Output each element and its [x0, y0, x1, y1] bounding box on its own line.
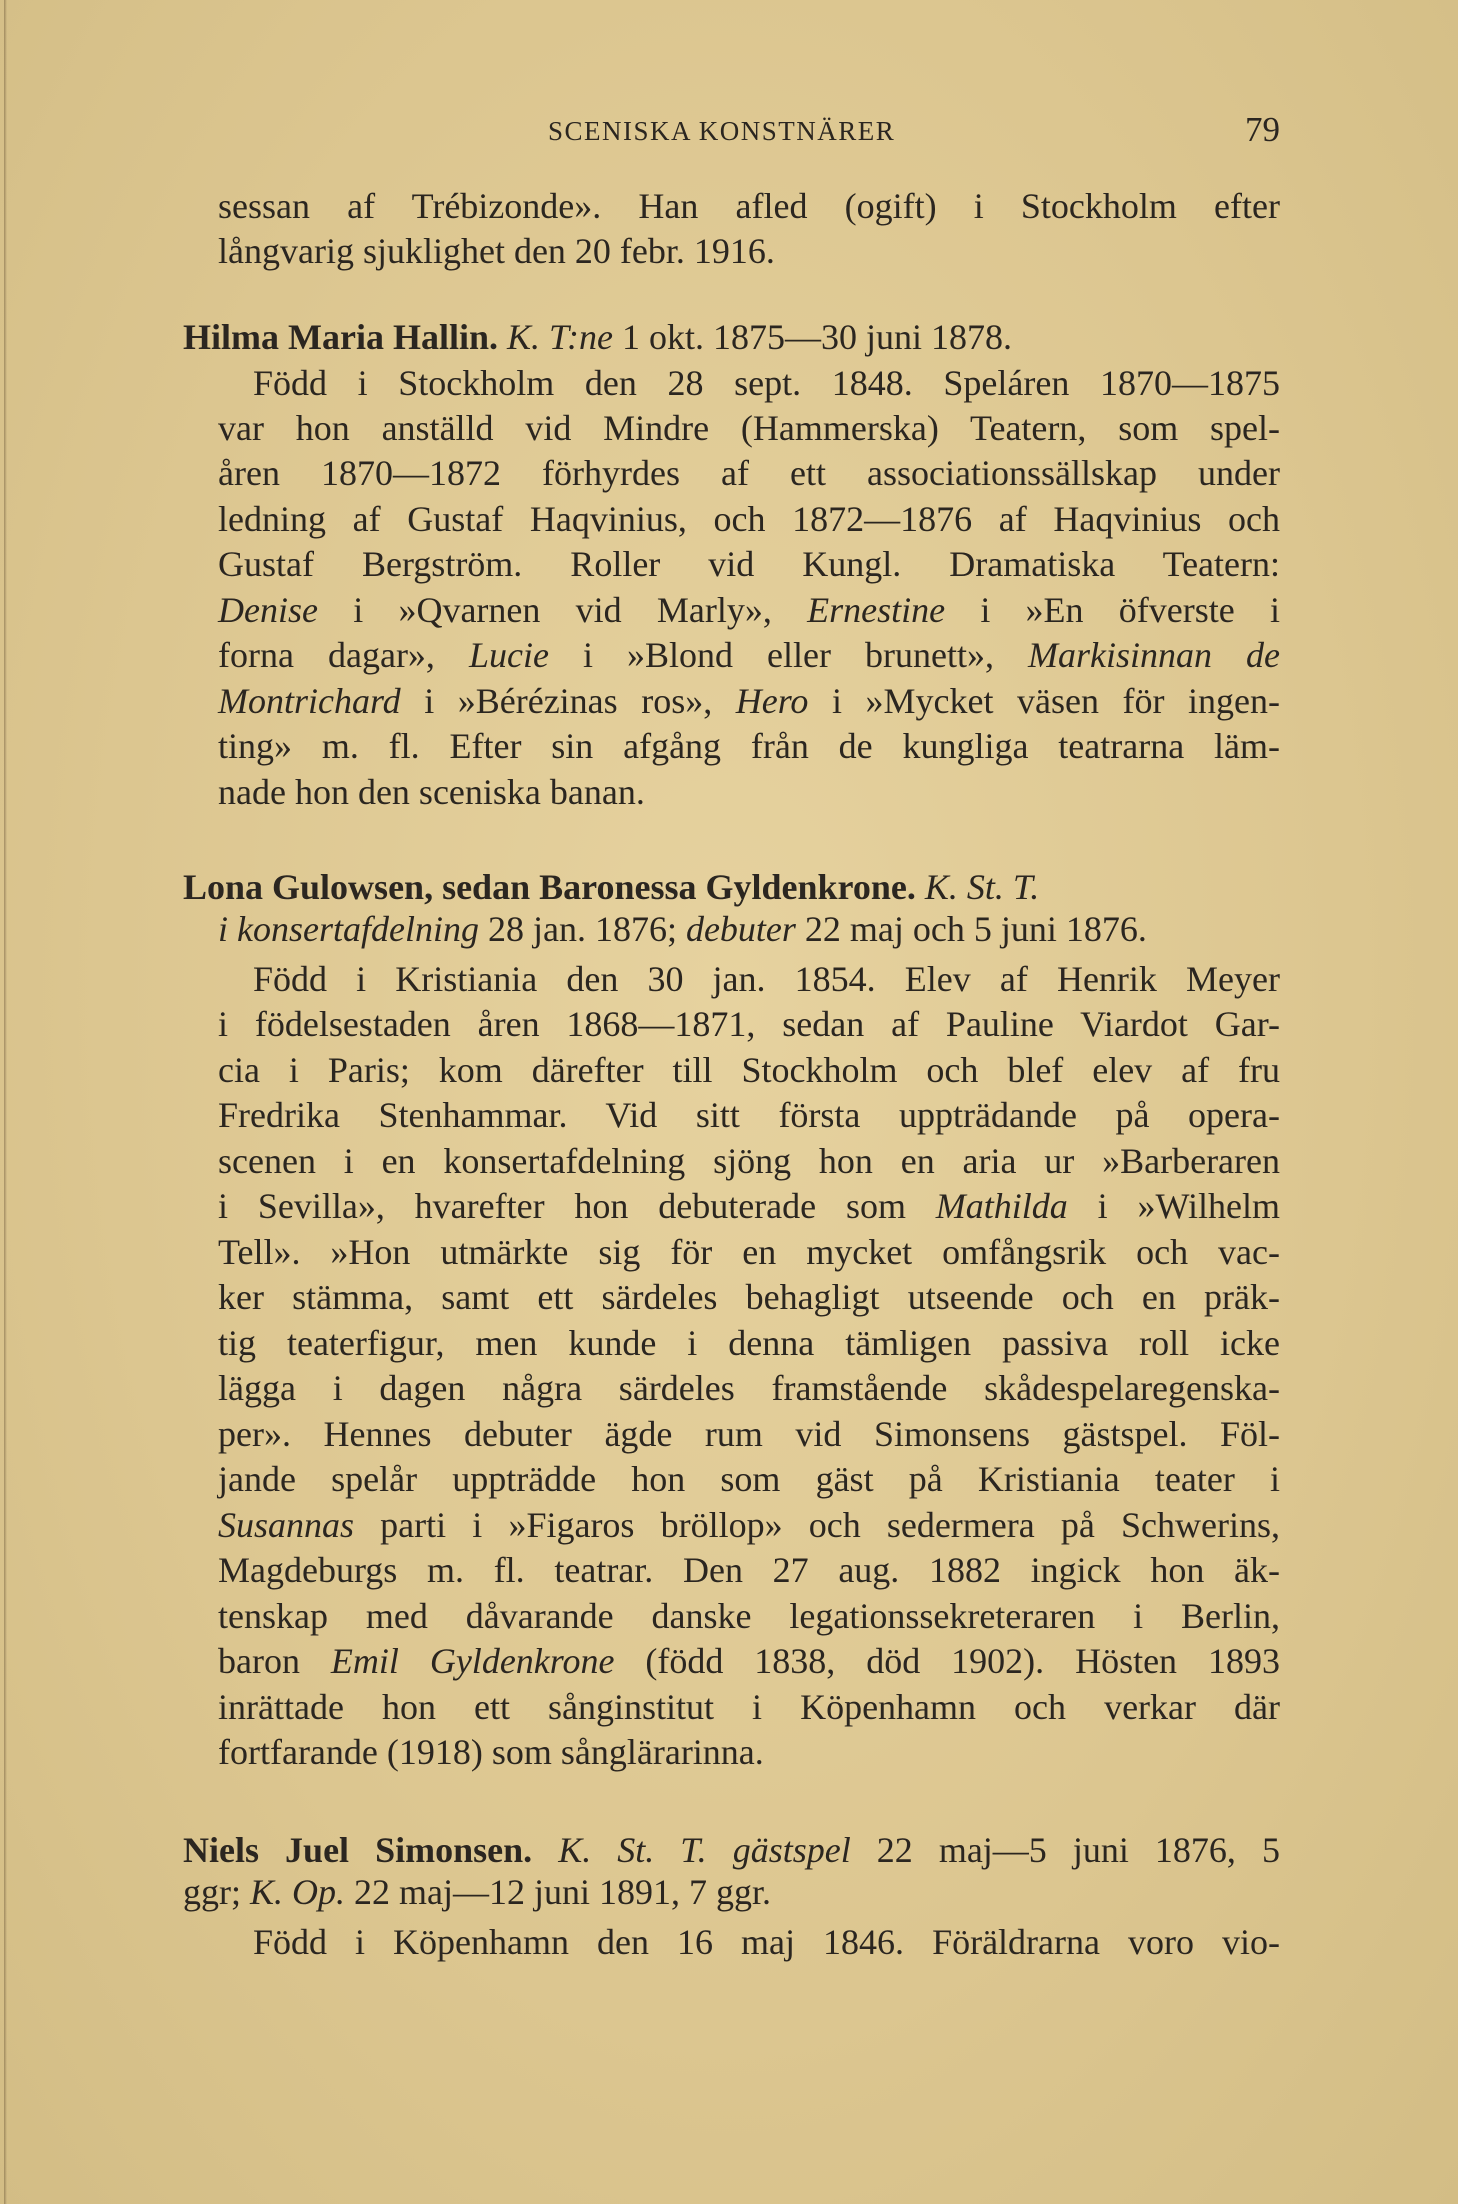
text-line: Gustaf Bergström. Roller vid Kungl. Dramatiska Teatern: [218, 544, 1280, 584]
text-line: Susannas parti i »Figaros bröllop» och sedermera på Schwerins, [218, 1505, 1280, 1545]
text-line: fortfarande (1918) som sånglärarinna. [218, 1732, 764, 1772]
text-line: inrättade hon ett sånginstitut i Köpenhamn och verkar där [218, 1687, 1280, 1727]
text-line: scenen i en konsertafdelning sjöng hon en aria ur »Barberaren [218, 1141, 1280, 1181]
entry-name: Niels Juel Simonsen. [183, 1830, 533, 1870]
text-line: var hon anställd vid Mindre (Hammerska) Teatern, som spel- [218, 408, 1280, 448]
text-line: ker stämma, samt ett särdeles behagligt utseende och en präk- [218, 1277, 1280, 1317]
text-line: tenskap med dåvarande danske legationssekreteraren i Berlin, [218, 1596, 1280, 1636]
text-line: Tell». »Hon utmärkte sig för en mycket omfångsrik och vac- [218, 1232, 1280, 1272]
text-line: tig teaterfigur, men kunde i denna tämligen passiva roll icke [218, 1323, 1280, 1363]
text-line: baron Emil Gyldenkrone (född 1838, död 1902). Hösten 1893 [218, 1641, 1280, 1681]
text-line: i Sevilla», hvarefter hon debuterade som Mathilda i »Wilhelm [218, 1186, 1280, 1226]
text-line: Fredrika Stenhammar. Vid sitt första uppträdande på opera- [218, 1095, 1280, 1135]
text-line: Denise i »Qvarnen vid Marly», Ernestine i »En öfverste i [218, 590, 1280, 630]
text-line: åren 1870—1872 förhyrdes af ett associationssällskap under [218, 453, 1280, 493]
entry-heading-cont: ggr; K. Op. 22 maj—12 juni 1891, 7 ggr. [183, 1872, 772, 1912]
running-head-title: SCENISKA KONSTNÄRER [548, 116, 896, 146]
text-line: sessan af Trébizonde». Han afled (ogift) i Stockholm efter [218, 186, 1280, 226]
entry-heading: Niels Juel Simonsen. K. St. T. gästspel 22 maj—5 juni 1876, 5 [183, 1830, 1280, 1870]
entry-name: Lona Gulowsen, sedan Baronessa Gyldenkrone. [183, 867, 916, 907]
text-line: Magdeburgs m. fl. teatrar. Den 27 aug. 1882 ingick hon äk- [218, 1550, 1280, 1590]
text-line: ledning af Gustaf Haqvinius, och 1872—1876 af Haqvinius och [218, 499, 1280, 539]
text-line: Född i Kristiania den 30 jan. 1854. Elev af Henrik Meyer [253, 959, 1280, 999]
text-line: i födelsestaden åren 1868—1871, sedan af Pauline Viardot Gar- [218, 1004, 1280, 1044]
page-number: 79 [1245, 110, 1280, 149]
entry-name: Hilma Maria Hallin. [183, 317, 498, 357]
text-line: nade hon den sceniska banan. [218, 772, 645, 812]
binding-edge [4, 0, 7, 2204]
text-line: per». Hennes debuter ägde rum vid Simonsens gästspel. Föl- [218, 1414, 1280, 1454]
text-line: Montrichard i »Bérézinas ros», Hero i »Mycket väsen för ingen- [218, 681, 1280, 721]
text-line: ting» m. fl. Efter sin afgång från de kungliga teatrarna läm- [218, 726, 1280, 766]
text-line: jande spelår uppträdde hon som gäst på Kristiania teater i [218, 1459, 1280, 1499]
text-line: cia i Paris; kom därefter till Stockholm och blef elev af fru [218, 1050, 1280, 1090]
running-head [0, 110, 1458, 160]
text-line: långvarig sjuklighet den 20 febr. 1916. [218, 231, 775, 271]
text-line: Född i Köpenhamn den 16 maj 1846. Föräldrarna voro vio- [253, 1922, 1280, 1962]
entry-heading-cont: i konsertafdelning 28 jan. 1876; debuter 22 maj och 5 juni 1876. [218, 909, 1147, 949]
text-line: lägga i dagen några särdeles framstående skådespelaregenska- [218, 1368, 1280, 1408]
text-line: Född i Stockholm den 28 sept. 1848. Speláren 1870—1875 [253, 363, 1280, 403]
entry-heading: Hilma Maria Hallin. K. T:ne 1 okt. 1875—30 juni 1878. [183, 317, 1013, 357]
entry-heading: Lona Gulowsen, sedan Baronessa Gyldenkrone. K. St. T. [183, 867, 1040, 907]
text-line: forna dagar», Lucie i »Blond eller brunett», Markisinnan de [218, 635, 1280, 675]
